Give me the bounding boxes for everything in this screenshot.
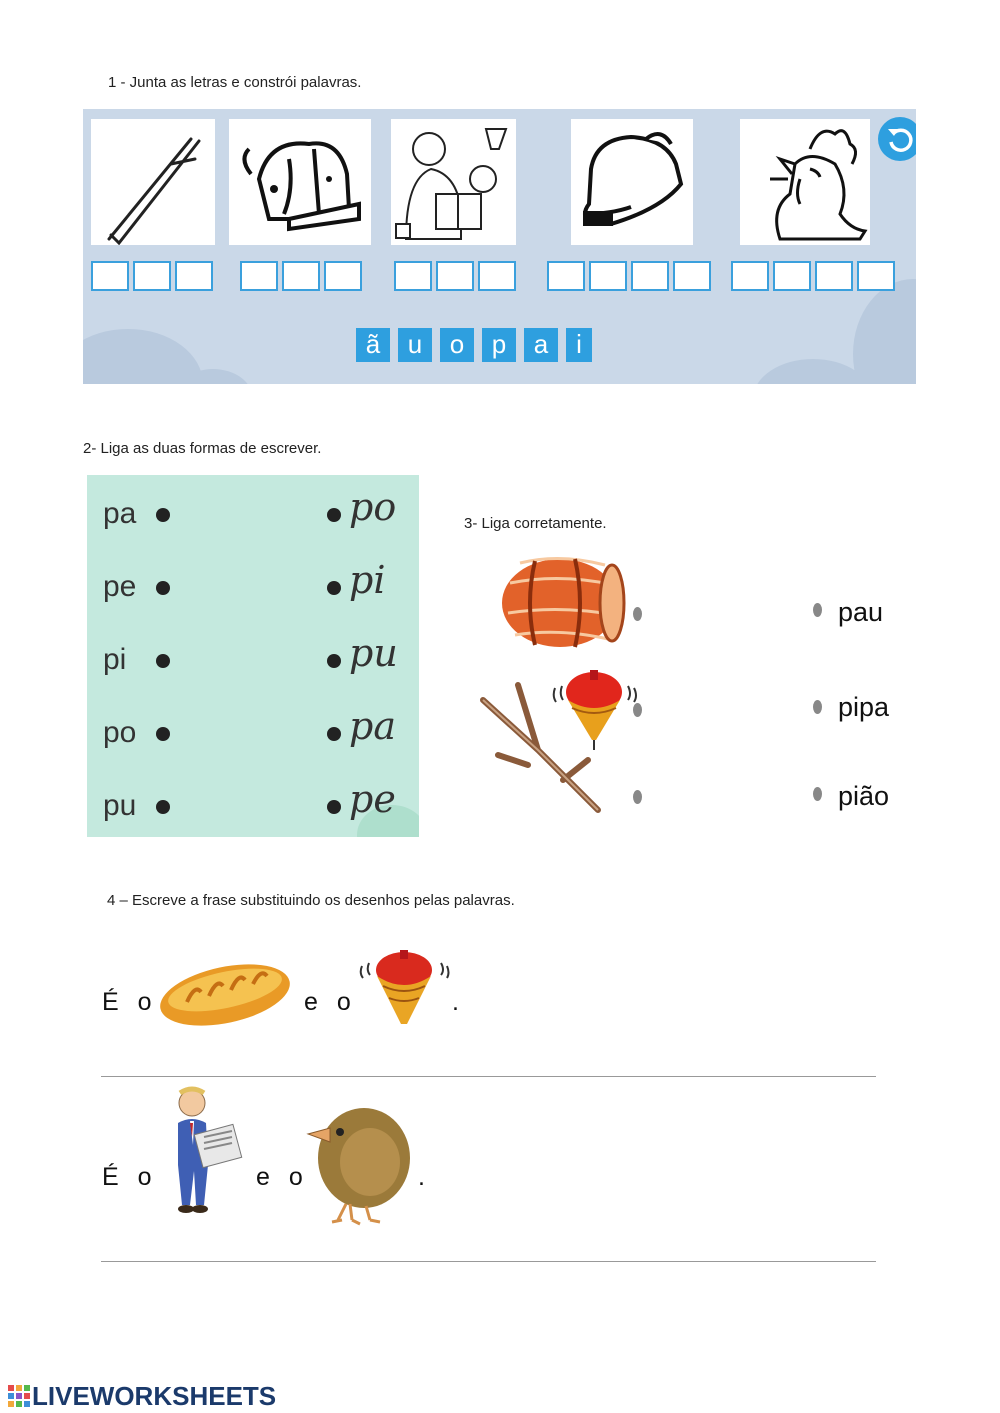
syllable-match-panel	[87, 475, 419, 837]
answer-box[interactable]	[857, 261, 895, 291]
match-dot[interactable]	[327, 508, 341, 522]
answer-box[interactable]	[815, 261, 853, 291]
sentence-2-start: É o	[102, 1163, 158, 1191]
letter-tile[interactable]: i	[566, 328, 592, 362]
letter-tile[interactable]: ã	[356, 328, 390, 362]
answer-box[interactable]	[240, 261, 278, 291]
sentence-1-end: .	[452, 988, 465, 1016]
match-dot[interactable]	[813, 603, 822, 617]
cursive-syllable: pu	[349, 631, 398, 675]
letter-tile[interactable]: a	[524, 328, 558, 362]
answer-box[interactable]	[478, 261, 516, 291]
answer-box[interactable]	[731, 261, 769, 291]
answer-box[interactable]	[547, 261, 585, 291]
sentence-1-middle: e o	[304, 988, 357, 1016]
spinning-top-image-2	[550, 668, 640, 758]
cursive-syllable: pe	[349, 777, 396, 821]
answer-box[interactable]	[673, 261, 711, 291]
instruction-4: 4 – Escreve a frase substituindo os desenhos pelas palavras.	[107, 892, 515, 909]
instruction-2: 2- Liga as duas formas de escrever.	[83, 440, 322, 457]
answer-line[interactable]	[101, 1076, 876, 1077]
print-syllable: pa	[103, 497, 137, 530]
word-label: pau	[838, 597, 884, 627]
rooster-image	[740, 119, 870, 245]
match-dot[interactable]	[327, 581, 341, 595]
sentence-2-end: .	[418, 1163, 431, 1191]
answer-box[interactable]	[436, 261, 474, 291]
match-dot[interactable]	[156, 581, 170, 595]
answer-box[interactable]	[589, 261, 627, 291]
print-syllable: pu	[103, 789, 137, 822]
bread-image	[229, 119, 371, 245]
answer-box[interactable]	[324, 261, 362, 291]
answer-box[interactable]	[394, 261, 432, 291]
match-dot[interactable]	[156, 800, 170, 814]
instruction-1: 1 - Junta as letras e constrói palavras.	[108, 74, 362, 91]
man-reading-newspaper-image	[160, 1085, 245, 1220]
letter-tile[interactable]: p	[482, 328, 516, 362]
spinning-top-image-3	[357, 948, 452, 1035]
bread-loaf-image	[157, 962, 295, 1033]
match-dot[interactable]	[633, 703, 642, 717]
print-syllable: pe	[103, 570, 137, 603]
match-dot[interactable]	[633, 790, 642, 804]
word-label: pipa	[838, 692, 890, 722]
match-dot[interactable]	[327, 654, 341, 668]
match-dot[interactable]	[813, 787, 822, 801]
print-syllable: pi	[103, 643, 127, 676]
barrel-image	[500, 553, 630, 658]
reset-icon	[878, 117, 916, 161]
match-dot[interactable]	[156, 654, 170, 668]
match-dot[interactable]	[156, 727, 170, 741]
cursive-syllable: pa	[349, 704, 396, 748]
answer-line[interactable]	[101, 1261, 876, 1262]
stick-image	[91, 119, 215, 245]
match-dot[interactable]	[327, 727, 341, 741]
answer-box[interactable]	[91, 261, 129, 291]
match-dot[interactable]	[633, 607, 642, 621]
reading-image	[391, 119, 516, 245]
answer-box[interactable]	[175, 261, 213, 291]
letter-tile[interactable]: o	[440, 328, 474, 362]
spinning-top-image	[571, 119, 693, 245]
word-label: pião	[838, 781, 890, 811]
footer-brand[interactable]: LIVEWORKSHEETS	[32, 1381, 277, 1411]
answer-box[interactable]	[773, 261, 811, 291]
cursive-syllable: po	[349, 485, 397, 529]
letter-tile[interactable]: u	[398, 328, 432, 362]
word-builder-panel	[83, 109, 916, 384]
instruction-3: 3- Liga corretamente.	[464, 515, 607, 532]
liveworksheets-logo-icon	[8, 1385, 30, 1407]
answer-box[interactable]	[631, 261, 669, 291]
answer-box[interactable]	[282, 261, 320, 291]
sentence-2-middle: e o	[256, 1163, 309, 1191]
chick-image	[306, 1102, 414, 1232]
match-dot[interactable]	[813, 700, 822, 714]
print-syllable: po	[103, 716, 137, 749]
reset-button[interactable]	[878, 117, 916, 161]
match-dot[interactable]	[327, 800, 341, 814]
sentence-1-start: É o	[102, 988, 158, 1016]
match-dot[interactable]	[156, 508, 170, 522]
answer-box[interactable]	[133, 261, 171, 291]
cursive-syllable: pi	[349, 558, 386, 602]
